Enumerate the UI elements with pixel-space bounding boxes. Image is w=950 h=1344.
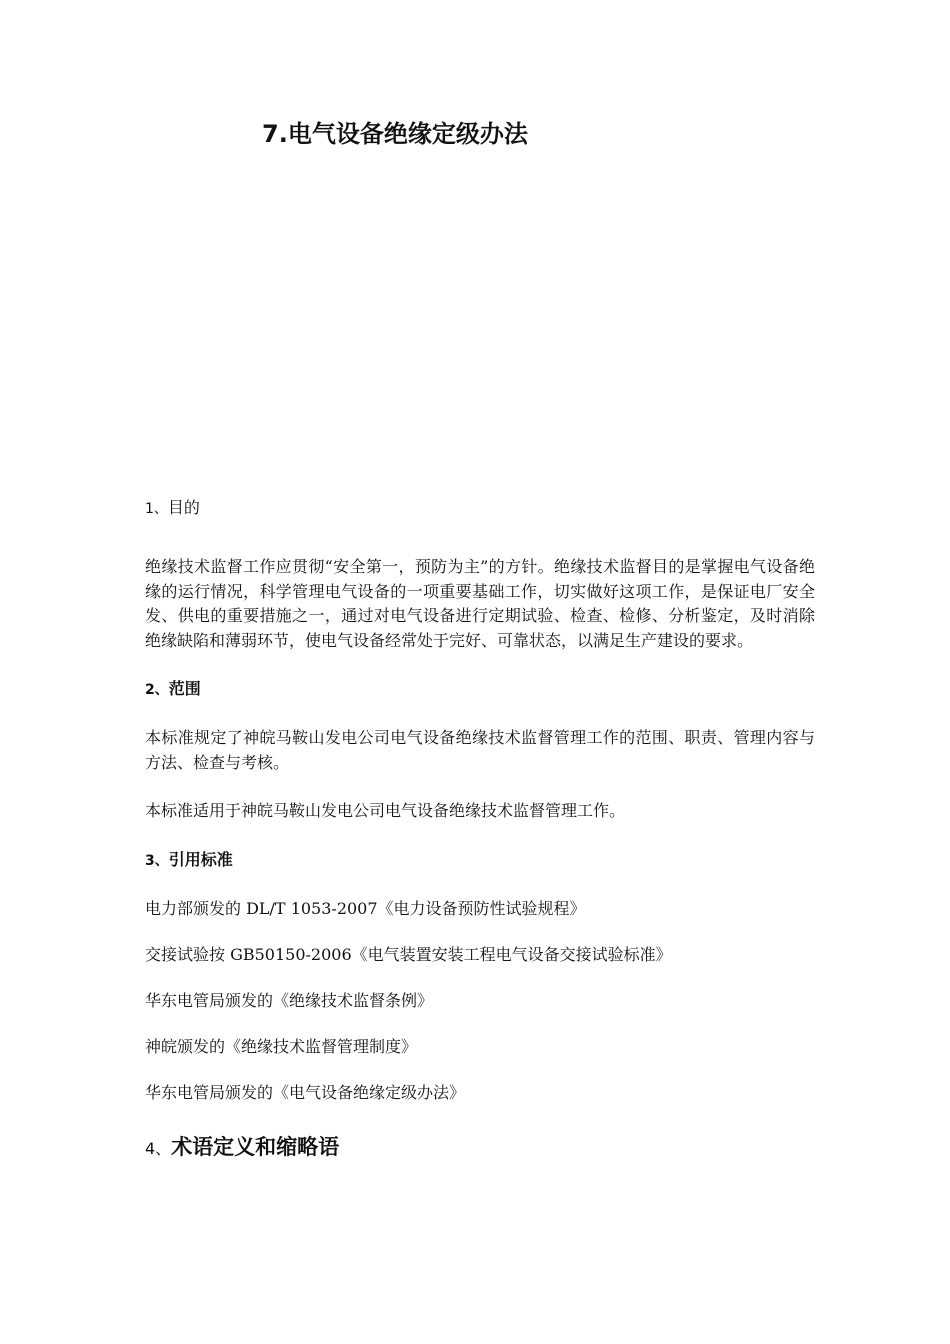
section-title: 术语定义和缩略语 bbox=[171, 1134, 340, 1159]
section-title: 目的 bbox=[167, 498, 200, 517]
reference-item: 交接试验按 GB50150-2006《电气装置安装工程电气设备交接试验标准》 bbox=[145, 944, 672, 964]
section-title: 范围 bbox=[168, 679, 201, 698]
purpose-paragraph: 绝缘技术监督工作应贯彻“安全第一，预防为主”的方针。绝缘技术监督目的是掌握电气设备绝缘的运行情况，科学管理电气设备的一项重要基础工作，切实做好这项工作，是保证电厂安全发、供电的重要措施之一，通过对电气设备进行定期试验、检查、检修、分析鉴定，及时消除绝缘缺陷和薄弱环节，使电气设备经常处于完好、可靠状态，以满足生产建设的要求。 bbox=[145, 557, 815, 650]
reference-item: 华东电管局颁发的《绝缘技术监督条例》 bbox=[145, 990, 434, 1010]
scope-paragraph-1: 本标准规定了神皖马鞍山发电公司电气设备绝缘技术监督管理工作的范围、职责、管理内容与方法、检查与考核。 bbox=[145, 728, 815, 772]
document-body bbox=[145, 496, 815, 1185]
section-number: 1、 bbox=[145, 501, 168, 517]
reference-item: 神皖颁发的《绝缘技术监督管理制度》 bbox=[145, 1036, 418, 1056]
section-heading-purpose bbox=[145, 496, 815, 521]
section-title: 引用标准 bbox=[168, 849, 233, 869]
reference-item: 华东电管局颁发的《电气设备绝缘定级办法》 bbox=[145, 1082, 466, 1102]
reference-item: 电力部颁发的 DL/T 1053-2007《电力设备预防性试验规程》 bbox=[145, 898, 586, 918]
section-heading-references bbox=[145, 848, 815, 873]
section-heading-scope bbox=[145, 677, 815, 702]
section-number: 3、 bbox=[145, 852, 169, 869]
scope-paragraph-2: 本标准适用于神皖马鞍山发电公司电气设备绝缘技术监督管理工作。 bbox=[145, 801, 626, 820]
document-title: 7.电气设备绝缘定级办法 bbox=[262, 120, 528, 148]
section-heading-terms bbox=[145, 1135, 815, 1161]
section-number: 2、 bbox=[145, 682, 169, 698]
section-number: 4、 bbox=[145, 1138, 172, 1158]
